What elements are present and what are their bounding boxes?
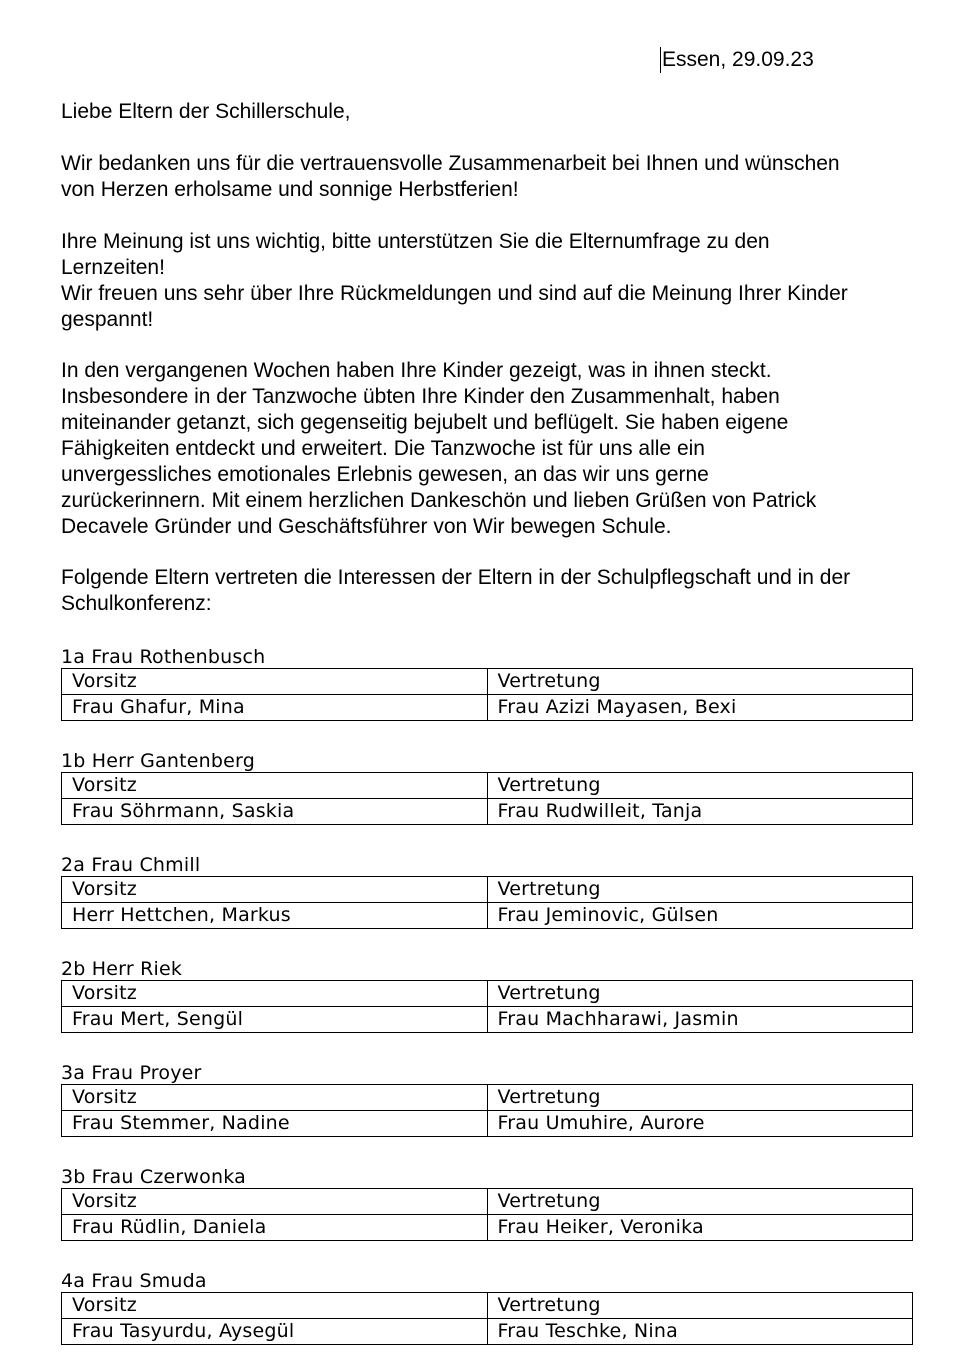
- class-title: 4a Frau Smuda: [61, 1270, 207, 1292]
- header-deputy: Vertretung: [487, 773, 913, 799]
- header-deputy: Vertretung: [487, 669, 913, 695]
- paragraph-line: Schulkonferenz:: [61, 592, 212, 615]
- chair-name: Herr Hettchen, Markus: [62, 903, 488, 929]
- letter-date: Essen, 29.09.23: [662, 48, 814, 71]
- class-block-2b: [61, 958, 913, 1033]
- table-header-row: [62, 1085, 913, 1111]
- deputy-name: Frau Teschke, Nina: [487, 1319, 913, 1345]
- header-chair: Vorsitz: [62, 877, 488, 903]
- chair-name: Frau Rüdlin, Daniela: [62, 1215, 488, 1241]
- paragraph-line: von Herzen erholsame und sonnige Herbstferien!: [61, 178, 519, 201]
- class-title: 2a Frau Chmill: [61, 854, 201, 876]
- chair-name: Frau Stemmer, Nadine: [62, 1111, 488, 1137]
- header-deputy: Vertretung: [487, 877, 913, 903]
- paragraph-representatives-intro: [61, 565, 921, 617]
- paragraph-line: Insbesondere in der Tanzwoche übten Ihre Kinder den Zusammenhalt, haben: [61, 385, 780, 408]
- header-deputy: Vertretung: [487, 981, 913, 1007]
- paragraph-line: zurückerinnern. Mit einem herzlichen Dankeschön und lieben Grüßen von Patrick: [61, 489, 817, 512]
- class-block-3a: [61, 1062, 913, 1137]
- table-row: [62, 1007, 913, 1033]
- representatives-table: [61, 772, 913, 825]
- paragraph-line: Decavele Gründer und Geschäftsführer von Wir bewegen Schule.: [61, 515, 672, 538]
- class-title: 1a Frau Rothenbusch: [61, 646, 266, 668]
- class-title: 3b Frau Czerwonka: [61, 1166, 246, 1188]
- class-block-1a: [61, 646, 913, 721]
- deputy-name: Frau Rudwilleit, Tanja: [487, 799, 913, 825]
- header-chair: Vorsitz: [62, 1189, 488, 1215]
- paragraph-line: Wir freuen uns sehr über Ihre Rückmeldungen und sind auf die Meinung Ihrer Kinder: [61, 282, 848, 305]
- representatives-table: [61, 1292, 913, 1345]
- table-row: [62, 1111, 913, 1137]
- chair-name: Frau Söhrmann, Saskia: [62, 799, 488, 825]
- class-title: 2b Herr Riek: [61, 958, 183, 980]
- table-row: [62, 903, 913, 929]
- header-deputy: Vertretung: [487, 1293, 913, 1319]
- class-block-1b: [61, 750, 913, 825]
- table-row: [62, 799, 913, 825]
- paragraph-survey: [61, 229, 921, 333]
- table-row: [62, 1319, 913, 1345]
- table-header-row: [62, 981, 913, 1007]
- representatives-table: [61, 980, 913, 1033]
- paragraph-line: miteinander getanzt, sich gegenseitig bejubelt und beflügelt. Sie haben eigene: [61, 411, 789, 434]
- class-title: 3a Frau Proyer: [61, 1062, 202, 1084]
- class-block-2a: [61, 854, 913, 929]
- header-chair: Vorsitz: [62, 1293, 488, 1319]
- table-header-row: [62, 669, 913, 695]
- paragraph-line: gespannt!: [61, 308, 154, 331]
- header-chair: Vorsitz: [62, 773, 488, 799]
- class-block-4a: [61, 1270, 913, 1345]
- deputy-name: Frau Heiker, Veronika: [487, 1215, 913, 1241]
- table-row: [62, 695, 913, 721]
- representatives-table: [61, 876, 913, 929]
- representatives-table: [61, 668, 913, 721]
- paragraph-dance-week: [61, 358, 921, 540]
- class-title: 1b Herr Gantenberg: [61, 750, 255, 772]
- greeting: [61, 99, 921, 125]
- deputy-name: Frau Azizi Mayasen, Bexi: [487, 695, 913, 721]
- paragraph-line: Wir bedanken uns für die vertrauensvolle Zusammenarbeit bei Ihnen und wünschen: [61, 152, 840, 175]
- deputy-name: Frau Machharawi, Jasmin: [487, 1007, 913, 1033]
- paragraph-line: Fähigkeiten entdeckt und erweitert. Die Tanzwoche ist für uns alle ein: [61, 437, 705, 460]
- header-chair: Vorsitz: [62, 981, 488, 1007]
- class-block-3b: [61, 1166, 913, 1241]
- chair-name: Frau Mert, Sengül: [62, 1007, 488, 1033]
- chair-name: Frau Ghafur, Mina: [62, 695, 488, 721]
- table-header-row: [62, 1189, 913, 1215]
- table-header-row: [62, 773, 913, 799]
- paragraph-line: Folgende Eltern vertreten die Interessen der Eltern in der Schulpflegschaft und in der: [61, 566, 851, 589]
- paragraph-line: unvergessliches emotionales Erlebnis gewesen, an das wir uns gerne: [61, 463, 709, 486]
- header-chair: Vorsitz: [62, 669, 488, 695]
- table-row: [62, 1215, 913, 1241]
- paragraph-line: Lernzeiten!: [61, 256, 165, 279]
- representatives-table: [61, 1084, 913, 1137]
- paragraph-line: Ihre Meinung ist uns wichtig, bitte unterstützen Sie die Elternumfrage zu den: [61, 230, 770, 253]
- paragraph-thanks: [61, 151, 921, 203]
- header-chair: Vorsitz: [62, 1085, 488, 1111]
- table-header-row: [62, 1293, 913, 1319]
- representatives-table: [61, 1188, 913, 1241]
- header-deputy: Vertretung: [487, 1085, 913, 1111]
- table-header-row: [62, 877, 913, 903]
- greeting-text: Liebe Eltern der Schillerschule,: [61, 100, 351, 123]
- deputy-name: Frau Umuhire, Aurore: [487, 1111, 913, 1137]
- deputy-name: Frau Jeminovic, Gülsen: [487, 903, 913, 929]
- header-deputy: Vertretung: [487, 1189, 913, 1215]
- paragraph-line: In den vergangenen Wochen haben Ihre Kinder gezeigt, was in ihnen steckt.: [61, 359, 772, 382]
- chair-name: Frau Tasyurdu, Aysegül: [62, 1319, 488, 1345]
